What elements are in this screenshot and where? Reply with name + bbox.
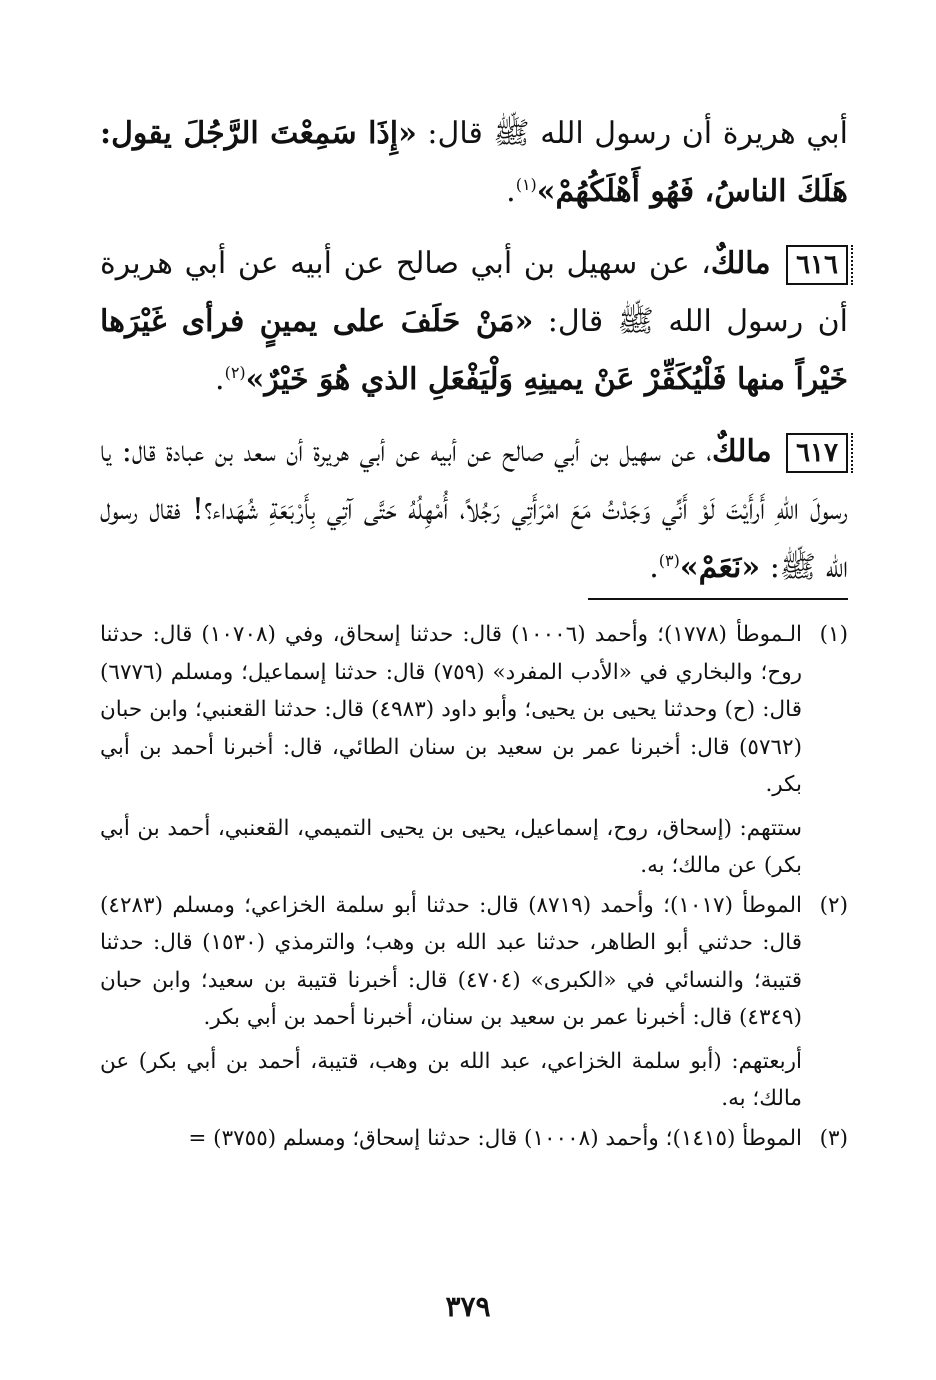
narrator-name: مالكٌ (712, 434, 772, 469)
footnote-number: (١) (819, 622, 848, 647)
narration-text: أبي هريرة أن رسول الله ﷺ قال: (416, 116, 848, 151)
footnotes (100, 616, 848, 1159)
footnote-1 (100, 616, 848, 885)
sentence-end: . (649, 550, 659, 585)
hadith-617 (100, 423, 848, 597)
sentence-end: . (506, 174, 516, 209)
footnote-3 (100, 1120, 848, 1158)
footnote-text: الموطأ (١٤١٥)؛ وأحمد (١٠٠٠٨) قال: حدثنا إسحاق؛ ومسلم (٣٧٥٥) = (188, 1125, 802, 1151)
narration-text: ، عن سهيل بن أبي صالح عن أبيه عن أبي هريرة أن رسول الله ﷺ قال: (100, 246, 848, 339)
hadith-continuation (100, 105, 848, 221)
footnote-number: (٢) (819, 892, 848, 918)
hadith-number-617: ٦١٧ (786, 433, 848, 473)
footnote-2 (100, 887, 848, 1118)
footnote-number: (٣) (819, 1125, 848, 1151)
footnote-ref-2: (٢) (224, 363, 246, 382)
hadith-number-616: ٦١٦ (786, 245, 848, 285)
prophet-quote: «إِذَا سَمِعْتَ الرَّجُلَ يقول: هَلَكَ الناسُ، فَهُو أَهْلَكُهُمْ» (100, 116, 848, 209)
page-number: ٣٧٩ (445, 1290, 491, 1323)
footnote-ref-3: (٣) (658, 551, 680, 570)
narrator-name: مالكٌ (710, 246, 771, 281)
footnote-summary: ستتهم: (إسحاق، روح، إسماعيل، يحيى بن يحيى التميمي، القعنبي، أحمد بن أبي بكر) عن مالك؛ به. (100, 815, 802, 878)
footnote-ref-1: (١) (515, 175, 537, 194)
prophet-quote: «نَعَمْ» (679, 550, 761, 585)
footnote-text: الـموطأ (١٧٧٨)؛ وأحمد (١٠٠٠٦) قال: حدثنا إسحاق، وفي (١٠٧٠٨) قال: حدثنا روح؛ والبخاري في «الأدب المفرد» (٧٥٩) قال: حدثنا إسماعيل؛ ومسلم (٦٧٧٦) قال: (ح) وحدثنا يحيى بن يحيى؛ وأبو داود (٤٩٨٣) قال: حدثنا القعنبي؛ وابن حبان (٥٧٦٢) قال: أخبرنا عمر بن سعيد بن سنان الطائي، قال: أخبرنا أحمد بن أبي بكر. (100, 622, 802, 797)
prophet-quote: «مَنْ حَلَفَ على يمينٍ فرأى غَيْرَها خَيْراً منها فَلْيُكَفِّرْ عَنْ يمينِهِ وَلْيَفْعَلِ الذي هُوَ خَيْرٌ» (100, 304, 848, 397)
hadith-616 (100, 235, 848, 409)
main-text (100, 105, 848, 611)
footnote-text: الموطأ (١٠١٧)؛ وأحمد (٨٧١٩) قال: حدثنا أبو سلمة الخزاعي؛ ومسلم (٤٢٨٣) قال: حدثني أبو الطاهر، حدثنا عبد الله بن وهب؛ والترمذي (١٥٣٠) قال: حدثنا قتيبة؛ والنسائي في «الكبرى» (٤٧٠٤) قال: أخبرنا قتيبة بن سعيد؛ وابن حبان (٤٣٤٩) قال: أخبرنا عمر بن سعيد بن سنان، أخبرنا أحمد بن أبي بكر. (100, 892, 803, 1030)
footnote-separator (588, 598, 848, 600)
footnote-summary: أربعتهم: (أبو سلمة الخزاعي، عبد الله بن وهب، قتيبة، أحمد بن أبي بكر) عن مالك؛ به. (100, 1048, 802, 1111)
sentence-end: . (215, 362, 225, 397)
narration-text: ، عن سهيل بن أبي صالح عن أبيه عن أبي هريرة أن سعد بن عبادة قال: يا رسولَ اللهِ أَرأَيْتَ لَوْ أَنِّي وَجَدْتُ مَعَ امْرَأَتِي رَجُلاً، أُمْهِلُهُ حَتَّى آتِي بِأَرْبَعَةِ شُهَداء؟! فقال رسول الله ﷺ: (100, 434, 848, 585)
